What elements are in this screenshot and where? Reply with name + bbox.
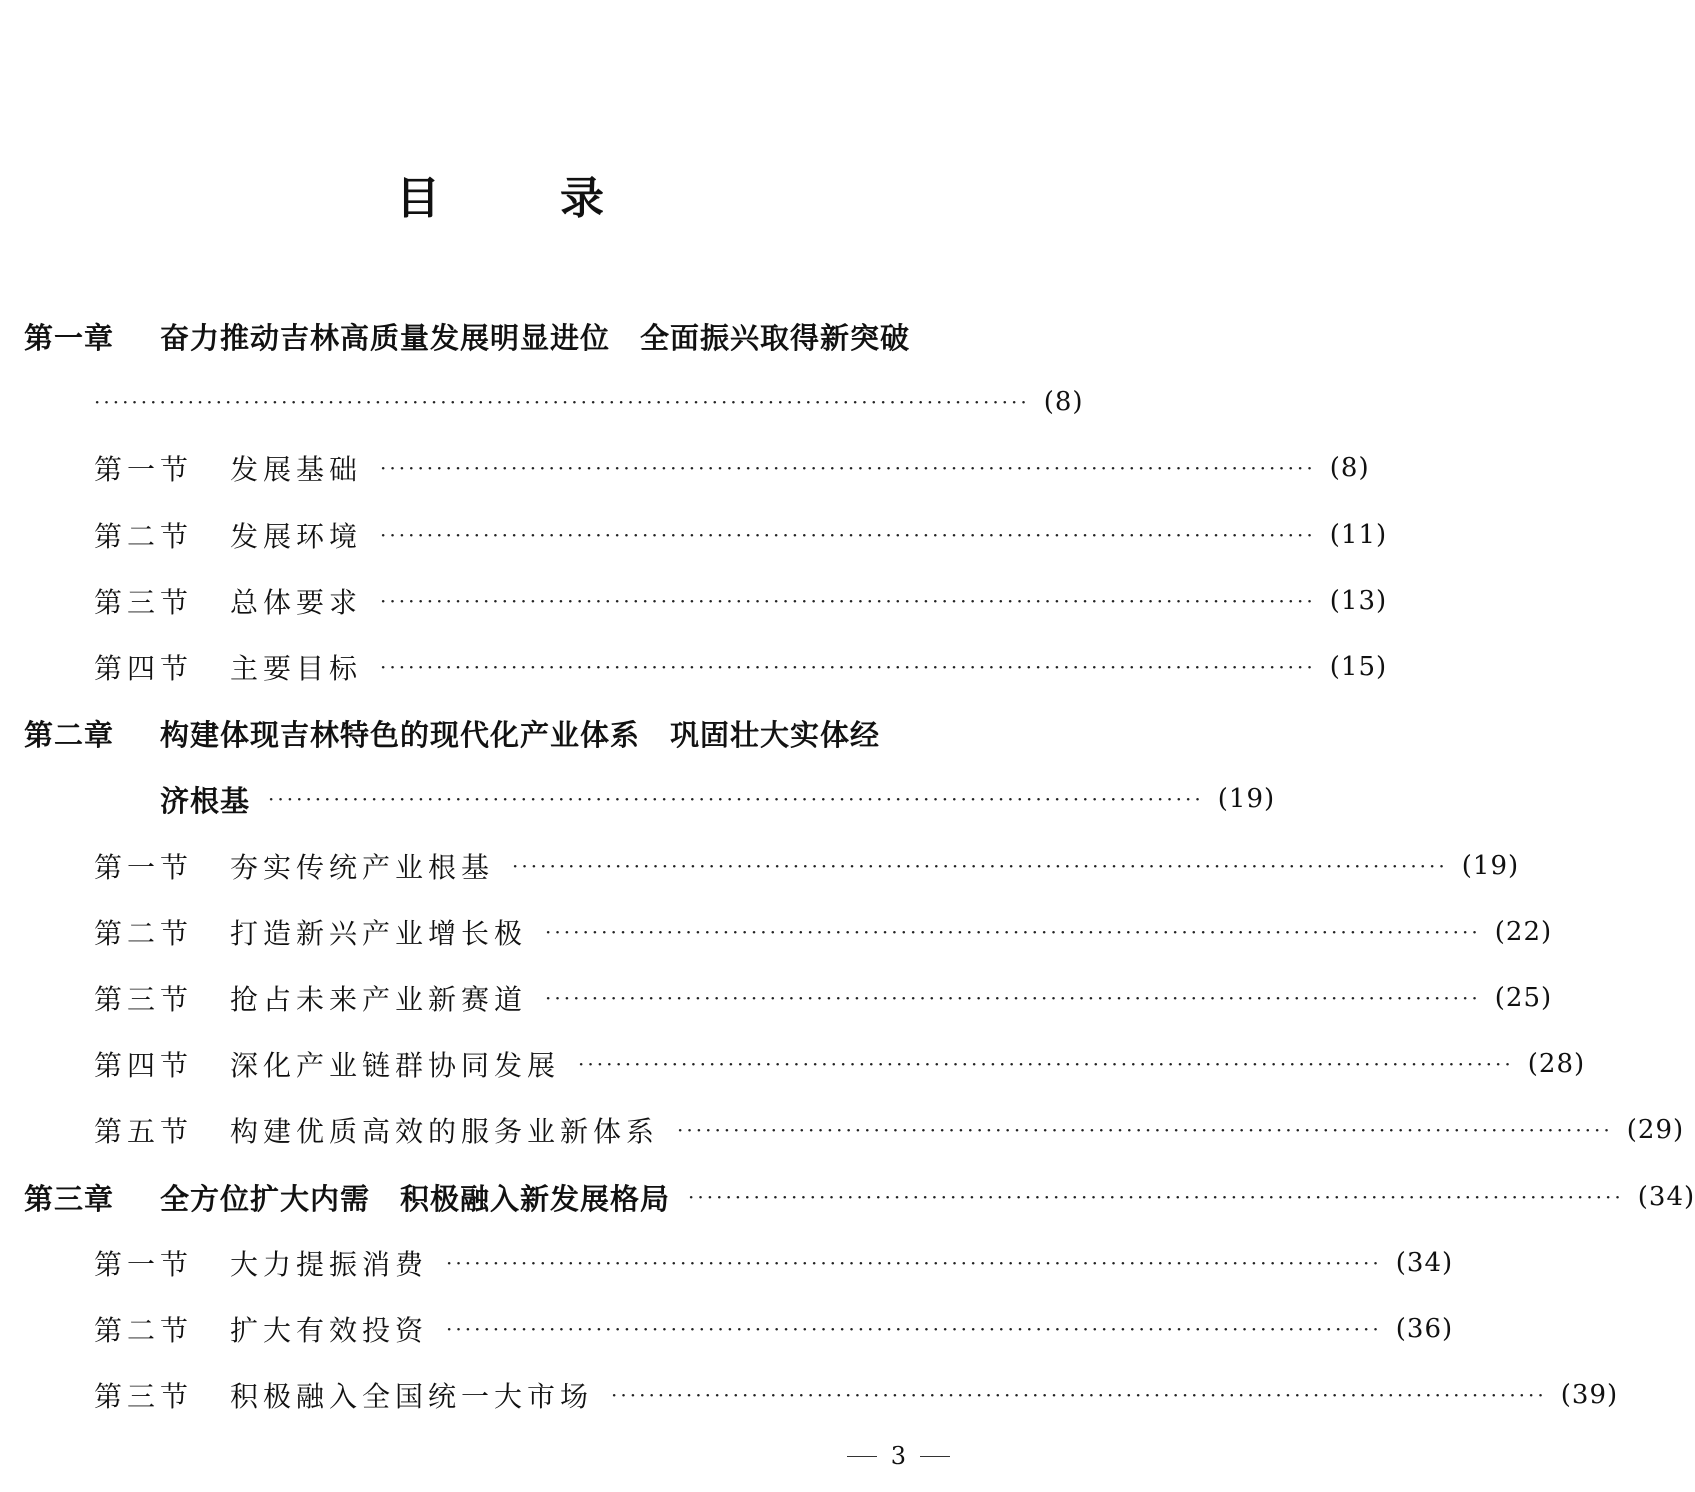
toc-page-number: (29): [1626, 1115, 1685, 1145]
toc-chapter-row[interactable]: [0, 312, 1000, 360]
toc-entry-label: 第四节: [94, 652, 194, 685]
toc-page-number: (11): [1329, 520, 1388, 550]
toc-page-number: (39): [1560, 1380, 1619, 1410]
toc-entry-title: 打造新兴产业增长极: [230, 917, 528, 950]
toc-continuation-row[interactable]: [0, 378, 1084, 426]
toc-entry-title: 发展环境: [230, 520, 363, 553]
toc-entry-title: 深化产业链群协同发展: [230, 1049, 561, 1082]
toc-section-row[interactable]: [0, 1371, 1619, 1419]
toc-entry-label: 第二节: [94, 1314, 194, 1347]
toc-dot-leader: ····································································································: [688, 1185, 1624, 1209]
toc-page-number: (22): [1494, 917, 1553, 947]
toc-dot-leader: ····································································································: [94, 390, 1030, 414]
toc-dot-leader: ····································································································: [446, 1317, 1382, 1341]
toc-page-number: (8): [1329, 453, 1370, 483]
toc-section-row[interactable]: [0, 643, 1388, 691]
toc-entry-title: 大力提振消费: [230, 1248, 429, 1281]
toc-entry-label: 第三章: [24, 1181, 115, 1216]
toc-entry-label: 第四节: [94, 1049, 194, 1082]
page-number-value: 3: [890, 1442, 906, 1470]
toc-section-row[interactable]: [0, 1040, 1586, 1088]
toc-section-row[interactable]: [0, 511, 1388, 559]
page-number-dash-right: [920, 1456, 950, 1457]
toc-dot-leader: ····································································································: [268, 787, 1204, 811]
toc-page-number: (8): [1043, 387, 1084, 417]
toc-page-number: (19): [1217, 784, 1276, 814]
toc-entry-label: 第一节: [94, 453, 194, 486]
toc-entry-label: 第一节: [94, 1248, 194, 1281]
toc-section-row[interactable]: [0, 974, 1553, 1022]
toc-dot-leader: ····································································································: [446, 1251, 1382, 1275]
page-number: [847, 1436, 950, 1476]
toc-page-number: (25): [1494, 983, 1553, 1013]
toc-entry-title: 济根基: [160, 783, 251, 818]
toc-dot-leader: ····································································································: [545, 920, 1481, 944]
toc-entry-title: 夯实传统产业根基: [230, 851, 495, 884]
toc-continuation-row[interactable]: [0, 775, 1276, 823]
toc-section-row[interactable]: [0, 1305, 1454, 1353]
toc-dot-leader: ····································································································: [677, 1118, 1613, 1142]
toc-entry-title: 构建优质高效的服务业新体系: [230, 1115, 660, 1148]
title-char-left: 目: [396, 173, 440, 224]
toc-dot-leader: ····································································································: [545, 986, 1481, 1010]
toc-entry-title: 奋力推动吉林高质量发展明显进位 全面振兴取得新突破: [160, 320, 911, 355]
toc-entry-title: 主要目标: [230, 652, 363, 685]
toc-section-row[interactable]: [0, 1106, 1685, 1154]
toc-entry-title: 总体要求: [230, 586, 363, 619]
toc-section-row[interactable]: [0, 444, 1370, 492]
toc-section-row[interactable]: [0, 908, 1553, 956]
toc-page-number: (13): [1329, 586, 1388, 616]
toc-entry-label: 第三节: [94, 983, 194, 1016]
title-char-right: 录: [560, 173, 604, 224]
toc-section-row[interactable]: [0, 577, 1388, 625]
toc-entry-title: 构建体现吉林特色的现代化产业体系 巩固壮大实体经: [160, 717, 881, 752]
page-number-dash-left: [847, 1456, 877, 1457]
toc-entry-label: 第一节: [94, 851, 194, 884]
page-title: [0, 162, 1000, 226]
toc-entry-label: 第五节: [94, 1115, 194, 1148]
toc-entry-title: 积极融入全国统一大市场: [230, 1380, 594, 1413]
toc-dot-leader: ····································································································: [380, 523, 1316, 547]
toc-entry-title: 抢占未来产业新赛道: [230, 983, 528, 1016]
toc-page-number: (34): [1637, 1182, 1695, 1212]
toc-dot-leader: ····································································································: [512, 854, 1448, 878]
toc-dot-leader: ····································································································: [380, 655, 1316, 679]
toc-page-number: (34): [1395, 1248, 1454, 1278]
toc-chapter-row[interactable]: [0, 1173, 1695, 1221]
toc-entry-label: 第三节: [94, 586, 194, 619]
toc-entry-label: 第三节: [94, 1380, 194, 1413]
toc-page-number: (19): [1461, 851, 1520, 881]
toc-entry-title: 扩大有效投资: [230, 1314, 429, 1347]
toc-dot-leader: ····································································································: [611, 1383, 1547, 1407]
toc-section-row[interactable]: [0, 842, 1520, 890]
toc-entry-label: 第二节: [94, 917, 194, 950]
toc-dot-leader: ····································································································: [578, 1052, 1514, 1076]
toc-dot-leader: ····································································································: [380, 589, 1316, 613]
toc-dot-leader: ····································································································: [380, 456, 1316, 480]
toc-entry-title: 发展基础: [230, 453, 363, 486]
toc-page-number: (28): [1527, 1049, 1586, 1079]
toc-entry-title: 全方位扩大内需 积极融入新发展格局: [160, 1181, 671, 1216]
toc-entry-label: 第二章: [24, 717, 115, 752]
toc-page-number: (15): [1329, 652, 1388, 682]
toc-section-row[interactable]: [0, 1239, 1454, 1287]
toc-chapter-row[interactable]: [0, 709, 1000, 757]
toc-entry-label: 第一章: [24, 320, 115, 355]
toc-page-number: (36): [1395, 1314, 1454, 1344]
toc-entry-label: 第二节: [94, 520, 194, 553]
